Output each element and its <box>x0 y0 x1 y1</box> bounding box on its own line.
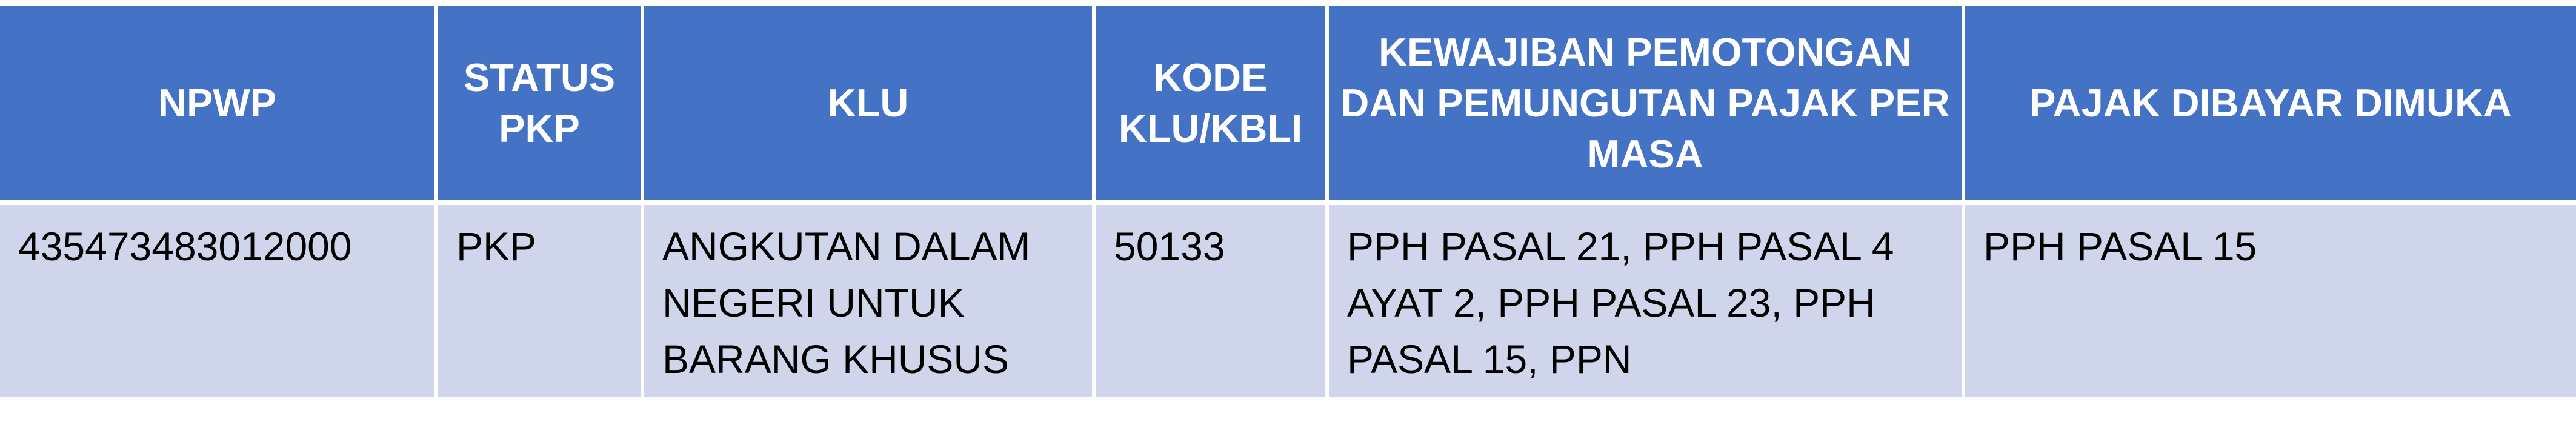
header-npwp: NPWP <box>0 6 436 203</box>
cell-klu: ANGKUTAN DALAM NEGERI UNTUK BARANG KHUSUS <box>642 203 1094 399</box>
tax-info-table <box>0 6 2576 401</box>
cell-kewajiban: PPH PASAL 21, PPH PASAL 4 AYAT 2, PPH PASAL 23, PPH PASAL 15, PPN <box>1327 203 1963 399</box>
cell-pajak-dibayar-dimuka: PPH PASAL 15 <box>1963 203 2576 399</box>
header-pajak-dibayar-dimuka: PAJAK DIBAYAR DIMUKA <box>1963 6 2576 203</box>
cell-npwp: 435473483012000 <box>0 203 436 399</box>
header-klu: KLU <box>642 6 1094 203</box>
header-status-pkp: STATUS PKP <box>436 6 642 203</box>
cell-kode-klu-kbli: 50133 <box>1094 203 1327 399</box>
table-row <box>0 203 2576 399</box>
header-kewajiban: KEWAJIBAN PEMOTONGAN DAN PEMUNGUTAN PAJAK PER MASA <box>1327 6 1963 203</box>
table-header <box>0 6 2576 203</box>
header-kode-klu-kbli: KODE KLU/KBLI <box>1094 6 1327 203</box>
cell-status-pkp: PKP <box>436 203 642 399</box>
table-body <box>0 203 2576 399</box>
header-row <box>0 6 2576 203</box>
